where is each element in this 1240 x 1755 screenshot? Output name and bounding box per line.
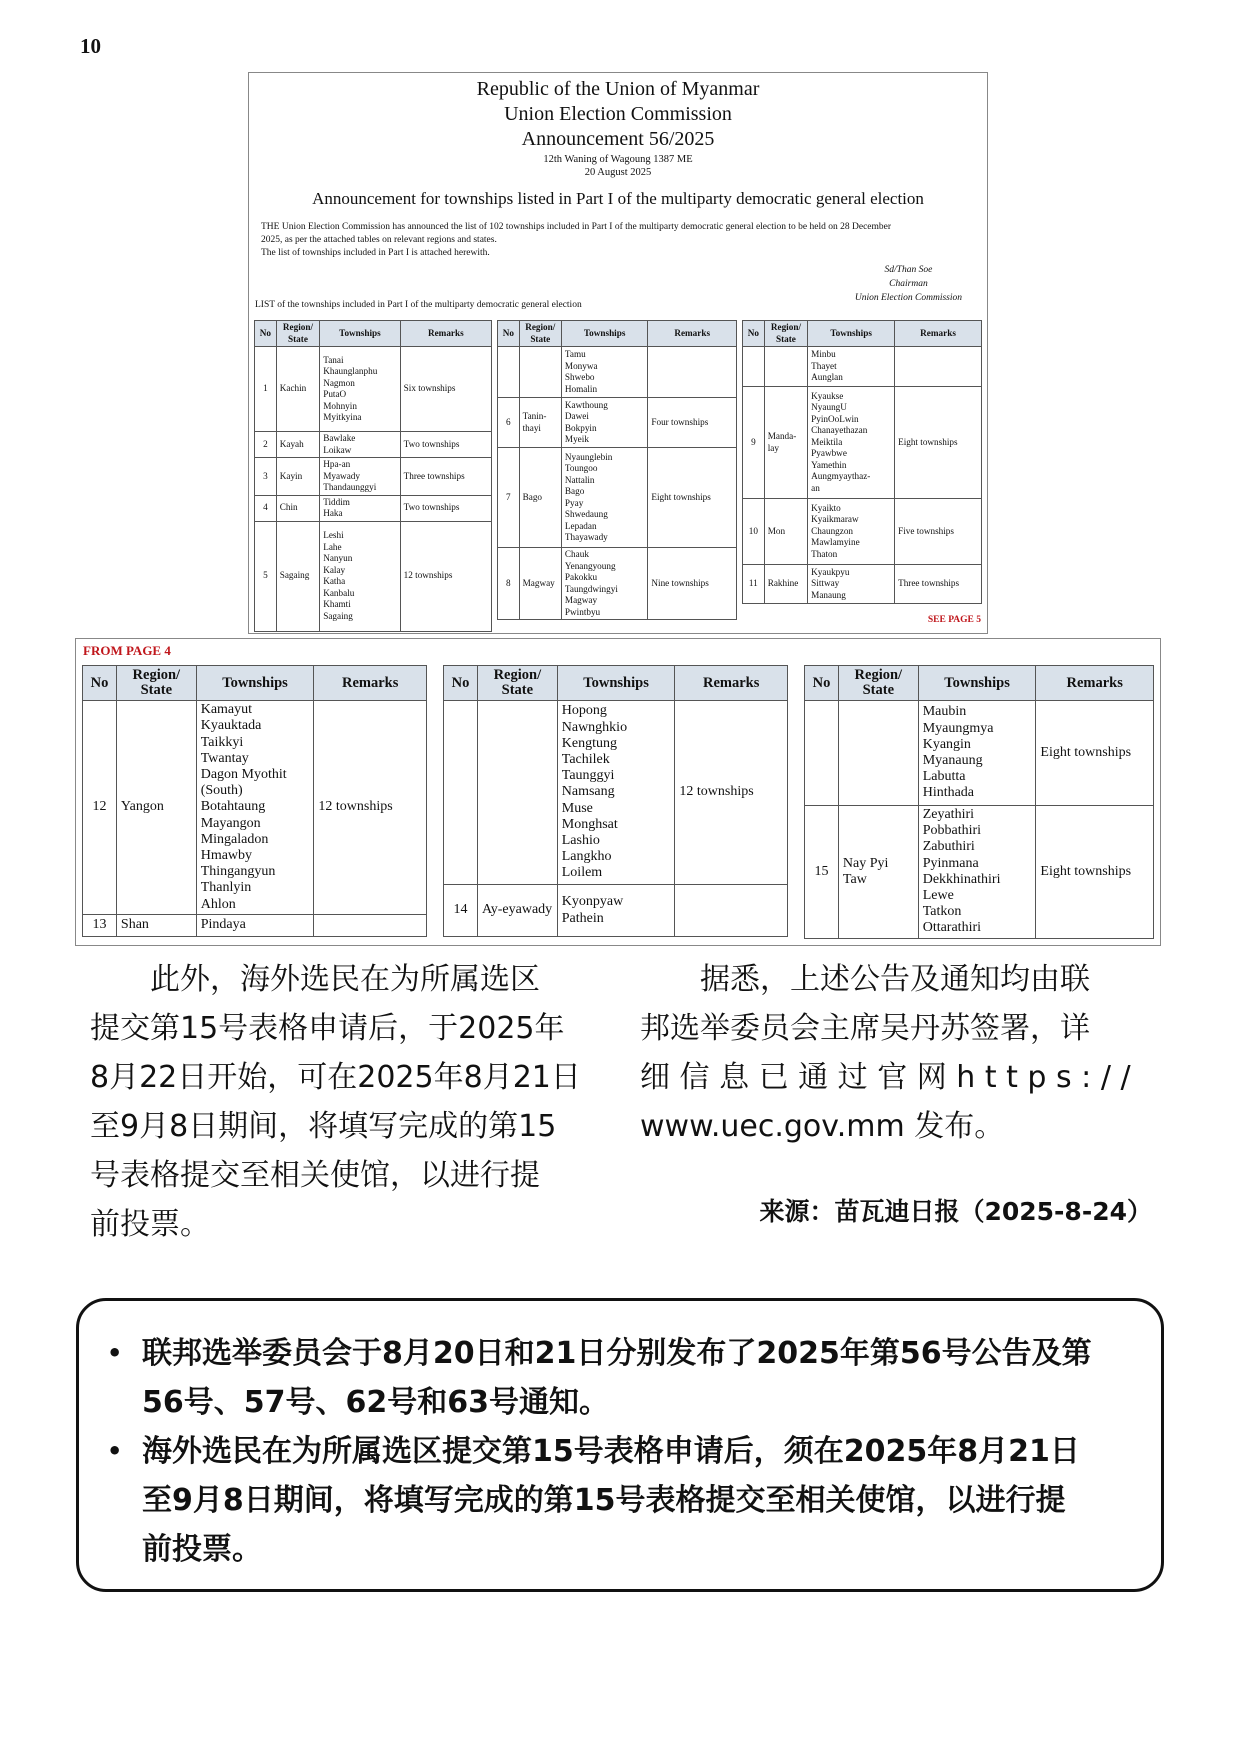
remarks-cell (648, 347, 737, 398)
township-name: Aunglan (811, 372, 843, 383)
row-number (444, 701, 478, 885)
township-name: Kanbalu (323, 587, 355, 598)
region-cell: Tanin-thayi (519, 398, 561, 448)
table-header-row (498, 321, 737, 347)
township-name: Bawlake (323, 433, 356, 443)
region-cell (519, 347, 561, 398)
township-name: Myitkyina (323, 412, 362, 422)
article-line: 前投票。 (90, 1207, 210, 1242)
remarks-cell: Four townships (648, 398, 737, 448)
list-caption: LIST of the townships included in Part I of the multiparty democratic general election (255, 300, 582, 310)
township-name: Thayet (811, 360, 837, 371)
townships-cell (561, 398, 647, 448)
table-row (255, 521, 492, 631)
remarks-cell: Eight townships (1036, 806, 1154, 939)
article-line: 至9月8日期间，将填写完成的第15 (90, 1109, 557, 1144)
townships-cell (918, 806, 1036, 939)
column-header: Townships (320, 321, 400, 347)
column-header: No (83, 666, 117, 701)
announcement-clipping (248, 72, 988, 634)
township-name: Kyaikmaraw (811, 514, 859, 525)
table-header-row (805, 666, 1154, 701)
table-row (255, 495, 492, 521)
remarks-cell: Nine townships (648, 548, 737, 620)
township-name: Bago (564, 486, 585, 496)
townships-table (497, 320, 737, 620)
article-line: 细 信 息 已 通 过 官 网 h t t p s : / / (640, 1060, 1131, 1095)
township-name: Myeik (564, 434, 589, 444)
township-name: Manaung (811, 589, 846, 600)
table-header-row (83, 666, 427, 701)
table-row (255, 432, 492, 458)
remarks-cell: 12 townships (675, 701, 788, 885)
township-name: Pathein (561, 910, 604, 926)
township-name: Mayangon (200, 815, 261, 831)
bullet-line: 至9月8日期间，将填写完成的第15号表格提交至相关使馆，以进行提 (142, 1483, 1066, 1518)
title-line: Announcement 56/2025 (521, 128, 715, 150)
column-header: Townships (196, 666, 314, 701)
townships-cell (557, 885, 675, 937)
table-row (498, 347, 737, 398)
title-line: Union Election Commission (504, 103, 732, 125)
article-line: 提交第15号表格申请后，于2025年 (90, 1011, 565, 1046)
township-name: Tiddim (323, 496, 350, 507)
township-name: Taunggyi (561, 768, 615, 784)
region-cell: Manda-lay (764, 387, 807, 499)
townships-cell (320, 347, 400, 432)
title-line: Republic of the Union of Myanmar (476, 78, 760, 100)
township-name: Kamayut (200, 702, 253, 718)
township-name: Kengtung (561, 735, 617, 751)
township-name: Taikkyi (200, 734, 244, 750)
township-name: Khamti (323, 599, 351, 609)
townships-cell (561, 347, 647, 398)
column-header: Region/ State (276, 321, 319, 347)
township-name: Pyay (564, 497, 584, 508)
summary-box (76, 1298, 1164, 1592)
township-name: Aungmyaythaz- (811, 471, 871, 482)
announcement-title (249, 77, 987, 152)
region-cell: Rakhine (764, 565, 807, 604)
region-cell: Chin (276, 495, 319, 521)
township-name: Maubin (922, 704, 967, 720)
column-header: Region/ State (838, 666, 918, 701)
region-cell (477, 701, 557, 885)
signature-line: Sd/Than Soe (884, 265, 933, 275)
region-cell (764, 347, 807, 387)
table-row (805, 701, 1154, 806)
townships-table (804, 665, 1154, 939)
column-header: No (255, 321, 277, 347)
column-header: Remarks (400, 321, 491, 347)
article-line: 8月22日开始，可在2025年8月21日 (90, 1060, 581, 1095)
township-name: Thayawady (564, 532, 608, 542)
township-name: Kyauktada (200, 718, 262, 734)
table-row (498, 448, 737, 548)
column-header: Townships (918, 666, 1036, 701)
column-header: Remarks (648, 321, 737, 347)
townships-cell (320, 432, 400, 458)
township-name: Yenangyoung (564, 560, 616, 571)
township-name: Chauk (564, 549, 589, 559)
article-source: 来源：苗瓦迪日报（2025-8-24） (759, 1197, 1152, 1226)
table-row (255, 458, 492, 496)
summary-list (107, 1329, 1143, 1574)
township-name: Kyangin (922, 736, 971, 752)
see-page-label: SEE PAGE 5 (927, 615, 981, 625)
townships-cell (561, 448, 647, 548)
township-name: Mawlamyine (811, 537, 860, 548)
announcement-heading: Announcement for townships listed in Part I of the multiparty democratic general election (312, 189, 924, 208)
region-cell: Ay-eyawady (477, 885, 557, 937)
date-line: 12th Waning of Wagoung 1387 ME (543, 154, 693, 165)
township-name: Thaton (811, 548, 838, 559)
township-name: Kalay (323, 564, 346, 575)
row-number: 3 (255, 458, 277, 496)
row-number: 12 (83, 701, 117, 915)
townships-table (254, 320, 492, 632)
table-row (805, 806, 1154, 939)
remarks-cell: Eight townships (648, 448, 737, 548)
township-name: Loikaw (323, 444, 352, 455)
township-name: Khaunglanphu (323, 366, 378, 376)
townships-cell (557, 701, 675, 885)
column-header: Townships (561, 321, 647, 347)
remarks-cell (675, 885, 788, 937)
table-row (498, 548, 737, 620)
township-name: PyinOoLwin (811, 413, 859, 424)
bullet-line: 联邦选举委员会于8月20日和21日分别发布了2025年第56号公告及第 (142, 1336, 1092, 1371)
townships-cell (808, 565, 895, 604)
article-line: 此外，海外选民在为所属选区 (90, 962, 540, 997)
township-name: Lashio (561, 833, 600, 848)
township-name: Minbu (811, 349, 836, 360)
body-line: THE Union Election Commission has announced the list of 102 townships included in Part I of the multiparty democratic general election to be held on 28 December (261, 222, 892, 232)
region-cell (838, 701, 918, 806)
township-name: Dekkhinathiri (922, 871, 1001, 887)
remarks-cell: 12 townships (400, 521, 491, 631)
township-name: Yamethin (811, 459, 847, 470)
township-name: Taungdwingyi (564, 583, 618, 594)
row-number: 6 (498, 398, 520, 448)
townships-table (82, 665, 427, 937)
row-number: 9 (743, 387, 765, 499)
township-name: Kyonpyaw (561, 894, 624, 910)
township-name: Pwintbyu (564, 606, 601, 617)
township-name: Pobbathiri (922, 823, 982, 839)
remarks-cell: Two townships (400, 495, 491, 521)
township-name: Leshi (323, 530, 344, 540)
townships-cell (320, 521, 400, 631)
township-name: NyaungU (811, 402, 847, 413)
from-page-label: FROM PAGE 4 (83, 643, 171, 658)
article-line: 邦选举委员会主席吴丹苏签署，详 (640, 1011, 1090, 1046)
township-name: Hpa-an (323, 459, 351, 469)
table-row (743, 499, 982, 565)
township-name: Namsang (561, 784, 615, 800)
township-name: Hinthada (922, 785, 975, 801)
township-name: Dagon Myothit (200, 766, 287, 782)
summary-bullet (107, 1427, 1143, 1574)
article-line: 号表格提交至相关使馆，以进行提 (90, 1158, 540, 1193)
table-row (743, 565, 982, 604)
bullet-line: 56号、57号、62号和63号通知。 (142, 1385, 609, 1420)
township-name: Nanyun (323, 553, 353, 563)
column-header: No (444, 666, 478, 701)
column-header: No (805, 666, 839, 701)
township-name: Meiktila (811, 436, 843, 447)
township-name: Nagmon (323, 377, 355, 388)
table-header-row (444, 666, 788, 701)
township-name: Kyaukpyu (811, 566, 850, 577)
table-row (498, 398, 737, 448)
remarks-cell: Three townships (400, 458, 491, 496)
township-name: Tachilek (561, 751, 610, 767)
signature-block (855, 263, 962, 305)
region-cell: Shan (116, 915, 196, 937)
column-header: Townships (557, 666, 675, 701)
townships-cell (808, 499, 895, 565)
township-name: Nawnghkio (561, 719, 628, 735)
table-row (255, 347, 492, 432)
body-line: 2025, as per the attached tables on relevant regions and states. (261, 235, 497, 245)
township-name: Lepadan (564, 520, 597, 531)
township-name: Chanayethazan (811, 425, 868, 436)
townships-table (742, 320, 982, 604)
township-name: Loilem (561, 865, 603, 881)
region-cell: Magway (519, 548, 561, 620)
bullet-icon: • (107, 1339, 123, 1367)
bullet-line: 前投票。 (142, 1532, 262, 1567)
column-header: Region/ State (116, 666, 196, 701)
table-row (83, 701, 427, 915)
township-name: Toungoo (564, 463, 598, 473)
column-header: Region/ State (519, 321, 561, 347)
township-name: (South) (200, 783, 243, 799)
table-row (743, 347, 982, 387)
region-cell: Bago (519, 448, 561, 548)
remarks-cell: Six townships (400, 347, 491, 432)
table-header-row (743, 321, 982, 347)
row-number: 8 (498, 548, 520, 620)
article-column-2 (640, 955, 1152, 1151)
remarks-cell (895, 347, 982, 387)
township-name: Nattalin (564, 474, 595, 485)
bullet-line: 海外选民在为所属选区提交第15号表格申请后，须在2025年8月21日 (142, 1434, 1080, 1469)
township-name: Tanai (323, 354, 344, 365)
township-name: Zabuthiri (922, 839, 975, 855)
column-header: Remarks (675, 666, 788, 701)
township-name: Sagaing (323, 610, 353, 621)
column-header: Remarks (1036, 666, 1154, 701)
region-cell: Yangon (116, 701, 196, 915)
township-name: an (811, 482, 820, 493)
signature-line: Union Election Commission (854, 293, 962, 303)
column-header: No (498, 321, 520, 347)
article-line: 据悉，上述公告及通知均由联 (640, 962, 1090, 997)
remarks-cell: Two townships (400, 432, 491, 458)
township-name: Homalin (564, 383, 598, 394)
township-name: Shwebo (564, 372, 595, 382)
township-name: Mingaladon (200, 831, 269, 847)
remarks-cell: Three townships (895, 565, 982, 604)
region-cell: Sagaing (276, 521, 319, 631)
row-number (805, 701, 839, 806)
township-name: Kyaukse (811, 390, 844, 401)
remarks-cell: Eight townships (895, 387, 982, 499)
table-row (743, 387, 982, 499)
summary-bullet (107, 1329, 1143, 1427)
township-name: Shwedaung (564, 509, 608, 519)
townships-cell (196, 701, 314, 915)
township-name: Mohnyin (323, 400, 357, 411)
township-name: Myawady (323, 470, 360, 481)
township-name: Kyaikto (811, 502, 841, 513)
township-name: Ahlon (200, 896, 236, 912)
article-column-1 (90, 955, 600, 1249)
township-name: Myanaung (922, 753, 983, 768)
townships-cell (320, 495, 400, 521)
township-name: Muse (561, 800, 593, 816)
townships-cell (196, 915, 314, 937)
township-name: Lewe (922, 888, 954, 904)
table-row (444, 701, 788, 885)
townships-table (443, 665, 788, 937)
region-cell: Kachin (276, 347, 319, 432)
column-header: Region/ State (477, 666, 557, 701)
row-number: 13 (83, 915, 117, 937)
row-number: 2 (255, 432, 277, 458)
township-name: Myaungmya (922, 720, 994, 736)
township-name: Pyinmana (922, 855, 979, 871)
column-header: No (743, 321, 765, 347)
signature-line: Chairman (889, 279, 928, 289)
from-page-clipping (75, 638, 1161, 946)
table-row (83, 915, 427, 937)
date-line: 20 August 2025 (584, 167, 652, 178)
township-name: Labutta (922, 769, 966, 785)
township-name: Lahe (323, 541, 342, 552)
announcement-body (261, 221, 975, 260)
township-name: Katha (323, 576, 346, 586)
remarks-cell: 12 townships (314, 701, 427, 915)
row-number: 14 (444, 885, 478, 937)
region-cell: Kayin (276, 458, 319, 496)
township-name: Pakokku (564, 572, 598, 582)
row-number (743, 347, 765, 387)
townships-cell (320, 458, 400, 496)
township-name: Sittway (811, 578, 840, 589)
township-name: Magway (564, 595, 598, 605)
township-name: Kawthoung (564, 399, 608, 410)
table-row (444, 885, 788, 937)
township-name: Thandaunggyi (323, 482, 377, 492)
column-header: Townships (808, 321, 895, 347)
region-cell: Mon (764, 499, 807, 565)
row-number: 7 (498, 448, 520, 548)
townships-cell (808, 387, 895, 499)
column-header: Region/ State (764, 321, 807, 347)
remarks-cell (314, 915, 427, 937)
township-name: Zeyathiri (922, 807, 975, 822)
townships-cell (561, 548, 647, 620)
column-header: Remarks (314, 666, 427, 701)
body-line: The list of townships included in Part I is attached herewith. (261, 248, 490, 258)
article-line: www.uec.gov.mm 发布。 (640, 1109, 1005, 1144)
township-name: Haka (323, 508, 343, 518)
township-name: Langkho (561, 849, 612, 865)
township-name: PutaO (323, 389, 347, 399)
region-cell: Kayah (276, 432, 319, 458)
township-name: Nyaunglebin (564, 451, 613, 462)
remarks-cell: Eight townships (1036, 701, 1154, 806)
township-name: Hopong (561, 703, 607, 719)
page-number: 10 (80, 34, 101, 58)
township-name: Tatkon (922, 904, 962, 920)
township-name: Monywa (564, 360, 598, 371)
remarks-cell: Five townships (895, 499, 982, 565)
row-number: 5 (255, 521, 277, 631)
township-name: Bokpyin (564, 422, 597, 433)
table-header-row (255, 321, 492, 347)
township-name: Ottarathiri (922, 920, 982, 936)
township-name: Thingangyun (200, 864, 276, 880)
row-number: 11 (743, 565, 765, 604)
townships-cell (808, 347, 895, 387)
township-name: Botahtaung (200, 799, 266, 815)
township-name: Monghsat (561, 816, 618, 832)
row-number (498, 347, 520, 398)
row-number: 4 (255, 495, 277, 521)
region-cell: Nay Pyi Taw (838, 806, 918, 939)
township-name: Pindaya (200, 917, 246, 933)
column-header: Remarks (895, 321, 982, 347)
announcement-date (249, 153, 987, 179)
township-name: Twantay (200, 750, 249, 766)
township-name: Hmawby (200, 848, 253, 863)
township-name: Pyawbwe (811, 448, 847, 459)
townships-cell (918, 701, 1036, 806)
township-name: Thanlyin (200, 880, 252, 896)
township-name: Dawei (564, 411, 589, 421)
row-number: 1 (255, 347, 277, 432)
row-number: 10 (743, 499, 765, 565)
row-number: 15 (805, 806, 839, 939)
township-name: Tamu (564, 349, 586, 359)
bullet-icon: • (107, 1437, 123, 1465)
township-name: Chaungzon (811, 525, 854, 536)
